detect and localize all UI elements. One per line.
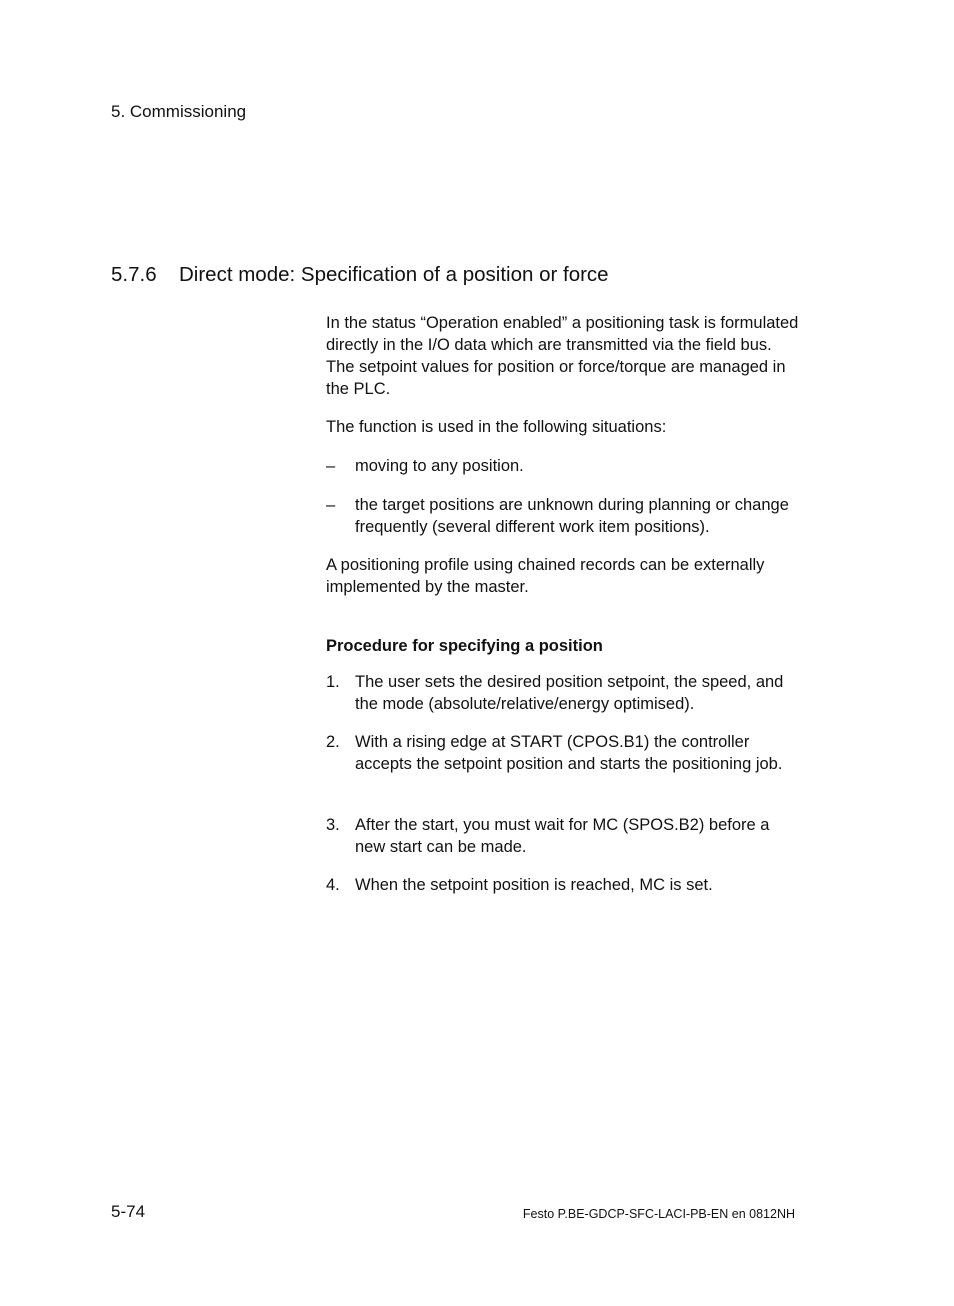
profile-note-paragraph [326, 554, 801, 598]
step-text: After the start, you must wait for MC (SPOS.B2) before a new start can be made. [355, 816, 770, 856]
procedure-step [326, 814, 801, 858]
intro-text: In the status “Operation enabled” a positioning task is formulated directly in the I/O data which are transmitted via the field bus. The setpoint values for position or force/torque are managed in the PLC. [326, 314, 799, 398]
section-number: 5.7.6 [111, 263, 157, 286]
step-number: 1. [326, 673, 340, 691]
dash-marker: – [326, 496, 336, 514]
section-heading [111, 263, 609, 287]
document-reference: Festo P.BE-GDCP-SFC-LACI-PB-EN en 0812NH [522, 1207, 795, 1221]
dash-marker: – [326, 457, 336, 475]
step-number: 4. [326, 876, 340, 894]
procedure-step [326, 671, 801, 715]
list-item [326, 494, 801, 538]
page-number: 5-74 [111, 1202, 146, 1221]
list-item [326, 455, 801, 477]
step-text: With a rising edge at START (CPOS.B1) the controller accepts the setpoint position and starts the positioning job. [355, 733, 783, 773]
list-item-text: moving to any position. [355, 457, 524, 475]
step-number: 3. [326, 816, 340, 834]
running-header: 5. Commissioning [111, 102, 247, 121]
section-title: Direct mode: Specification of a position or force [179, 263, 609, 286]
procedure-step [326, 874, 801, 896]
list-item-text: the target positions are unknown during planning or change frequently (several different work item positions). [355, 496, 789, 536]
intro-paragraph [326, 312, 801, 400]
usage-lead-paragraph [326, 416, 801, 438]
profile-note-text: A positioning profile using chained records can be externally implemented by the master. [326, 556, 765, 596]
usage-lead-text: The function is used in the following situations: [326, 418, 667, 436]
step-text: When the setpoint position is reached, MC is set. [355, 876, 713, 894]
procedure-step [326, 731, 801, 775]
procedure-heading: Procedure for specifying a position [326, 637, 603, 655]
step-text: The user sets the desired position setpoint, the speed, and the mode (absolute/relative/energy optimised). [355, 673, 784, 713]
step-number: 2. [326, 733, 340, 751]
